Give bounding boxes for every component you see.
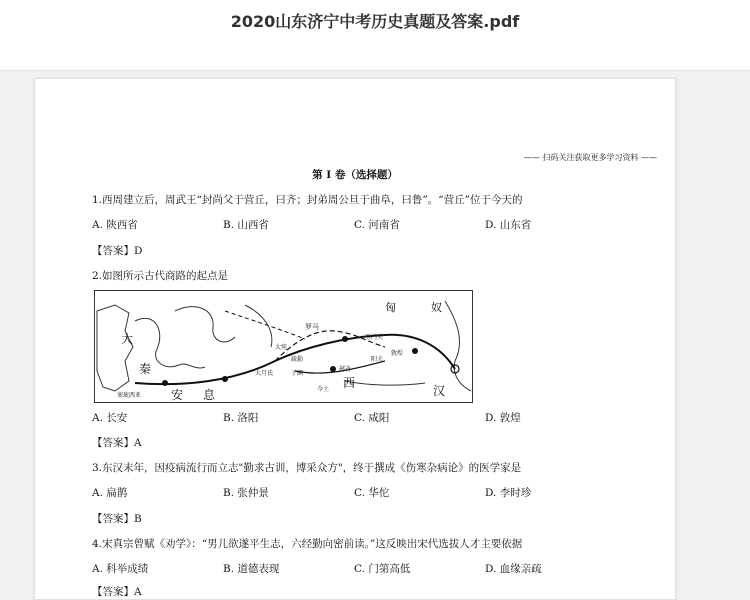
q2-option-d: D. 敦煌 — [485, 412, 521, 424]
map-label-han: 汉 — [433, 384, 446, 398]
q4-option-d: D. 血缘亲疏 — [485, 563, 542, 575]
map-label-luoma: 罗马 — [305, 323, 319, 331]
q1-option-b: B. 山西省 — [223, 219, 269, 231]
map-label-dayuezhi: 大月氏 — [255, 370, 274, 377]
map-label-qin: 秦 — [139, 362, 152, 376]
question-4: 4.宋真宗曾赋《劝学》：“男儿欲遂平生志，六经勤向密前读。”这反映出宋代选拔人才主要依据 — [92, 538, 523, 550]
q3-answer: 【答案】B — [92, 513, 142, 525]
map-label-anxi-2: 息 — [203, 388, 216, 402]
route-steppe — [225, 311, 305, 339]
top-bar — [0, 0, 750, 71]
map-label-xiongnu-2: 奴 — [431, 301, 442, 314]
q1-answer: 【答案】D — [92, 245, 143, 257]
q2-option-b: B. 洛阳 — [223, 412, 259, 424]
map-label-anxi-1: 安 — [171, 388, 184, 402]
question-2: 2.如图所示古代商路的起点是 — [92, 270, 229, 282]
map-coast-mid — [135, 318, 205, 368]
q2-option-c: C. 咸阳 — [354, 412, 390, 424]
q1-option-a: A. 陕西省 — [92, 219, 138, 231]
map-label-jinshi: 今土 — [317, 386, 330, 393]
document-title: 2020山东济宁中考历史真题及答案.pdf — [230, 12, 520, 31]
camel-marker — [222, 376, 228, 382]
silk-road-map — [94, 290, 473, 403]
q1-option-d: D. 山东省 — [485, 219, 532, 231]
map-coast-west — [97, 305, 133, 391]
map-label-saiqi: 塞琉西亚 — [117, 392, 142, 399]
q4-answer: 【答案】A — [92, 586, 142, 598]
pdf-page — [34, 78, 676, 600]
question-1: 1.西周建立后，周武王“封尚父于营丘，曰齐；封弟周公旦于曲阜，曰鲁”。“营丘”位于今天的 — [92, 194, 523, 206]
map-label-shanshan: 鄯善 — [339, 366, 352, 373]
camel-marker — [342, 336, 348, 342]
q1-option-c: C. 河南省 — [354, 219, 400, 231]
q3-option-d: D. 李时珍 — [485, 487, 532, 499]
map-svg — [95, 291, 472, 402]
q2-answer: 【答案】A — [92, 437, 142, 449]
map-label-dunhuang: 敦煌 — [391, 350, 404, 357]
q3-option-a: A. 扁鹊 — [92, 487, 128, 499]
map-label-da: 大 — [121, 332, 134, 346]
section-title: 第 I 卷（选择题） — [312, 169, 398, 181]
map-label-xiongnu-1: 匈 — [385, 301, 396, 314]
map-river — [245, 305, 272, 347]
q3-option-c: C. 华佗 — [354, 487, 390, 499]
camel-marker — [162, 380, 168, 386]
q4-option-a: A. 科举成绩 — [92, 563, 149, 575]
map-label-xi: 西 — [343, 376, 356, 390]
map-label-yumenguan: 玉门关 — [365, 334, 384, 341]
camel-marker — [412, 348, 418, 354]
map-label-yutian: 于阗 — [291, 370, 304, 377]
map-label-dayuan: 大宛 — [275, 344, 288, 351]
map-river-2 — [345, 381, 425, 385]
map-sea — [175, 307, 235, 342]
question-3: 3.东汉末年，因疫病流行而立志"勤求古训，博采众方"，终于撰成《伤寒杂病论》的医学家是 — [92, 462, 522, 474]
map-label-shule: 疏勒 — [291, 356, 304, 363]
q4-option-b: B. 道德表现 — [223, 563, 280, 575]
q4-option-c: C. 门第高低 — [354, 563, 411, 575]
scan-notice: —— 扫码关注获取更多学习资料 —— — [523, 153, 657, 162]
map-label-yangguan: 阳关 — [371, 356, 384, 363]
q3-option-b: B. 张仲景 — [223, 487, 269, 499]
camel-marker — [330, 366, 336, 372]
map-coast-east — [445, 301, 471, 391]
q2-option-a: A. 长安 — [92, 412, 128, 424]
